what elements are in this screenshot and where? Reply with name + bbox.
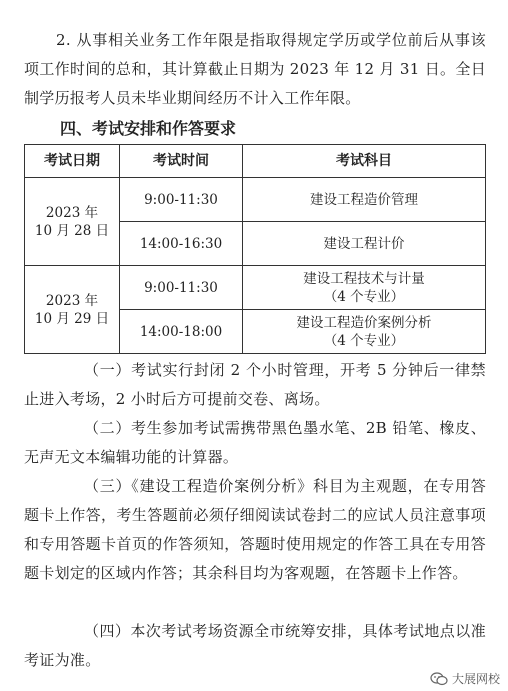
exam-date-cell — [25, 266, 120, 354]
exam-time-cell: 14:00-18:00 — [120, 310, 243, 354]
rule-paragraph-2: （二）考生参加考试需携带黑色墨水笔、2B 铅笔、橡皮、无声无文本编辑功能的计算器。 — [24, 419, 486, 466]
watermark-text: 大展网校 — [451, 672, 500, 686]
subject-name: 建设工程造价案例分析 — [296, 314, 432, 331]
subject-note: （4 个专业） — [323, 332, 405, 349]
date-day: 10 月 28 日 — [34, 222, 110, 239]
watermark — [430, 670, 500, 687]
table-row — [25, 178, 486, 222]
rule-paragraph-4: （四）本次考试考场资源全市统筹安排，具体考试地点以准考证为准。 — [24, 622, 486, 669]
exam-schedule-table — [24, 144, 486, 354]
header-exam-subject: 考试科目 — [243, 145, 486, 178]
subject-name: 建设工程技术与计量 — [303, 270, 425, 287]
exam-subject-cell: 建设工程计价 — [243, 222, 486, 266]
exam-subject-cell — [243, 266, 486, 310]
header-exam-time: 考试时间 — [120, 145, 243, 178]
table-header-row — [25, 145, 486, 178]
intro-paragraph: 2. 从事相关业务工作年限是指取得规定学历或学位前后从事该项工作时间的总和，其计算截止日期为 2023 年 12 月 31 日。全日制学历报考人员未毕业期间经历不计入工作年限。 — [24, 31, 486, 107]
header-exam-date: 考试日期 — [25, 145, 120, 178]
rule-paragraph-1: （一）考试实行封闭 2 个小时管理，开考 5 分钟后一律禁止进入考场，2 小时后方可提前交卷、离场。 — [24, 361, 486, 408]
exam-time-cell: 14:00-16:30 — [120, 222, 243, 266]
exam-time-cell: 9:00-11:30 — [120, 178, 243, 222]
date-day: 10 月 29 日 — [34, 310, 110, 327]
exam-subject-cell — [243, 310, 486, 354]
date-year: 2023 年 — [45, 204, 99, 221]
date-year: 2023 年 — [45, 292, 99, 309]
rule-paragraph-3: （三）《建设工程造价案例分析》科目为主观题，在专用答题卡上作答，考生答题前必须仔细阅读试卷封二的应试人员注意事项和专用答题卡首页的作答须知，答题时使用规定的作答工具在专用答题卡划定的区域内作答；其余科目均为客观题，在答题卡上作答。 — [24, 477, 486, 582]
wechat-icon — [430, 672, 448, 686]
section-heading: 四、考试安排和作答要求 — [60, 119, 237, 138]
subject-note: （4 个专业） — [323, 288, 405, 305]
exam-subject-cell: 建设工程造价管理 — [243, 178, 486, 222]
table-row — [25, 266, 486, 310]
exam-time-cell: 9:00-11:30 — [120, 266, 243, 310]
exam-date-cell — [25, 178, 120, 266]
